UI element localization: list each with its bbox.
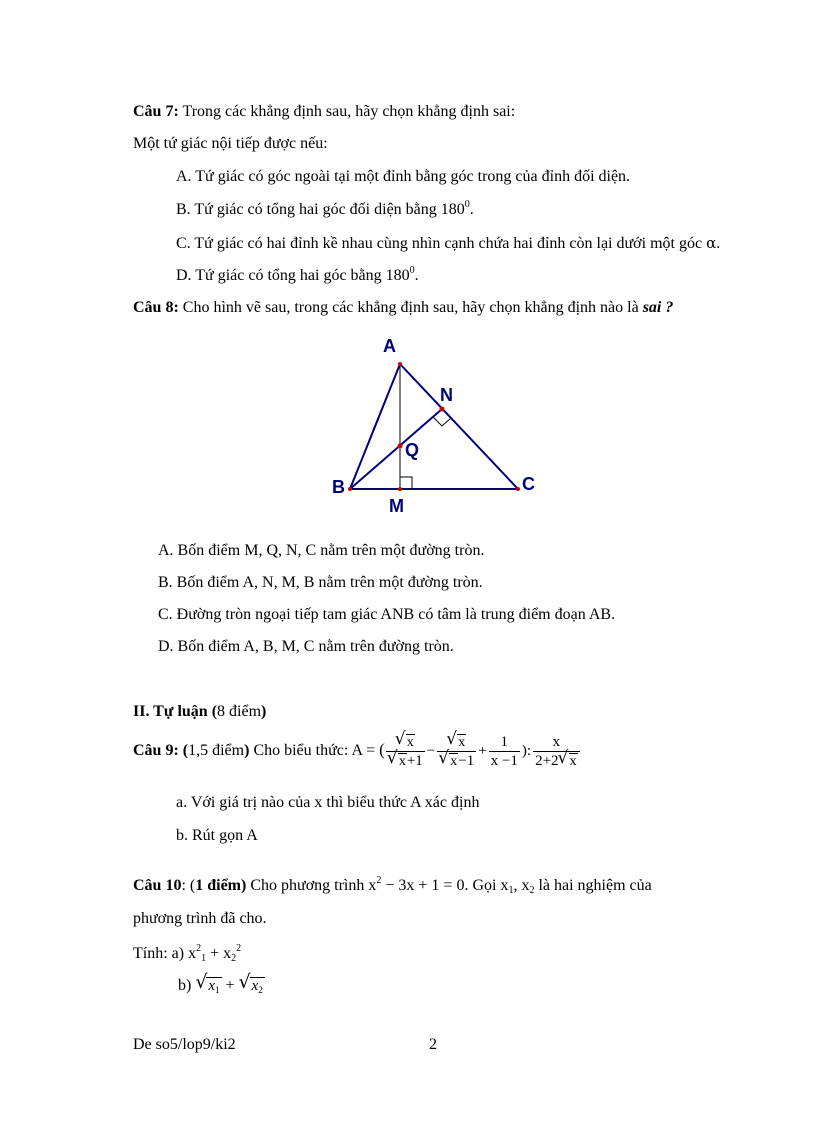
segment-ab [350,364,400,489]
sqrt-x: √ x [447,733,466,751]
q8-option-a: A. Bốn điểm M, Q, N, C nằm trên một đường tròn. [158,542,485,559]
point-n [440,407,445,412]
section-score: 8 điểm [217,703,262,720]
q10-colon: : ( [181,877,196,894]
q10-a-sub1: 1 [201,953,207,964]
plus-sign: + [478,743,487,759]
sqrt-x: √ x [396,733,415,751]
q10-a-sup2: 2 [236,943,242,954]
right-angle-m [400,477,412,489]
q8-question [133,298,673,318]
q10-sub1: 1 [508,885,514,896]
q7-option-b [176,200,474,220]
sqrt-x: √ x [439,752,458,770]
q10-sup: 2 [376,875,382,886]
q7-option-b-period: . [469,201,474,218]
q10-question [133,876,738,896]
fraction-3: $\frac{1}{x -1}$ [490,733,518,769]
q7-intro: Một tứ giác nội tiếp được nếu: [133,135,328,152]
section-score-close: ) [261,703,267,720]
q10-label: Câu 10 [133,877,182,894]
point-b [348,487,352,491]
label-c: C [522,474,535,494]
page-number: 2 [429,1036,437,1053]
q7-option-c-text: C. Tứ giác có hai đỉnh kề nhau cùng nhìn cạnh chứa hai đỉnh còn lại dưới một góc [176,235,707,252]
alpha-symbol: α [706,234,717,252]
sqrt-x1: √ $x_1$ [195,976,221,996]
right-paren-divide: ): [521,743,532,759]
geometry-figure [325,332,555,517]
label-q: Q [405,440,420,460]
q10-text2: − 3x + 1 = 0. Gọi x [381,877,509,894]
q10-sub2: 2 [529,885,535,896]
q10-a-sup1: 2 [196,943,202,954]
sqrt-x: √ x [388,752,407,770]
sqrt-x2: √ $x_2$ [239,976,265,996]
q10-text1: Cho phương trình x [246,877,377,894]
q10-b-label: b) [178,977,196,994]
q10-part-b [178,976,265,996]
left-paren: ( [379,740,385,759]
q8-label: Câu 8: [133,299,179,316]
q8-option-c: C. Đường tròn ngoại tiếp tam giác ANB có tâm là trung điểm đoạn AB. [158,606,616,623]
q9-question [133,732,581,770]
label-b: B [332,477,345,497]
q8-option-d: D. Bốn điểm A, B, M, C nằm trên đường tròn. [158,638,454,655]
q9-part-b: b. Rút gọn A [176,827,258,844]
right-angle-n [433,417,451,426]
q7-label: Câu 7: [133,103,179,120]
section-title [133,702,266,722]
section-title-text: II. Tự luận [133,703,208,720]
q7-option-d-period: . [414,267,419,284]
fraction-1: √ x √ x+1 [386,733,425,770]
q9-label: Câu 9: [133,742,179,759]
q7-option-c-period: . [716,235,721,252]
q8-option-b: B. Bốn điểm A, N, M, B nằm trên một đường tròn. [158,574,483,591]
point-m [398,487,402,491]
q7-option-c [176,233,720,254]
q7-option-b-degree: 0 [464,199,470,210]
q7-option-d-degree: 0 [409,265,415,276]
q9-text: Cho biểu thức: A = [249,742,380,759]
point-c [516,487,520,491]
q10-b-plus: + [221,977,239,994]
q10-tinh: Tính: a) x [133,945,197,962]
label-n: N [440,385,453,405]
q10-comma: , x [513,877,530,894]
minus-sign: − [426,743,436,759]
label-a: A [383,336,396,356]
segment-ac [400,364,518,489]
fraction-2: √ x √ x−1 [437,733,476,770]
q8-emphasis: sai ? [642,299,674,316]
section-score-open: ( [207,703,218,720]
q9-part-a: a. Với giá trị nào của x thì biểu thức A xác định [176,794,480,811]
q10-part-a [133,944,241,964]
label-m: M [389,496,404,516]
q10-line2: phương trình đã cho. [133,910,267,927]
q10-a-plus: + x [206,945,232,962]
q10-text3: là hai nghiệm của [534,877,652,894]
q10-score-close: ) [241,877,247,894]
sqrt-x: √ x [559,752,578,770]
q10-score: 1 điểm [195,877,242,894]
q10-a-sub2: 2 [231,953,237,964]
q7-option-b-text: B. Tứ giác có tổng hai góc đối diện bằng 180 [176,201,465,218]
q8-text: Cho hình vẽ sau, trong các khẳng định sau, hãy chọn khẳng định nào là [178,299,643,316]
segment-bn [350,409,442,489]
q7-question [133,102,515,122]
q7-option-d [176,266,419,286]
point-a [398,362,402,366]
q7-text: Trong các khẳng định sau, hãy chọn khẳng định sai: [178,103,516,120]
q7-option-d-text: D. Tứ giác có tổng hai góc bằng 180 [176,267,410,284]
footer-left: De so5/lop9/ki2 [133,1036,236,1053]
q7-option-a: A. Tứ giác có góc ngoài tại một đỉnh bằng góc trong của đỉnh đối diện. [176,168,631,185]
fraction-4: $\frac{x}{2+2√ x}$ [533,733,579,770]
point-q [398,444,403,449]
q9-score: 1,5 điểm [188,742,245,759]
q9-score-close: ) [244,742,250,759]
q9-score-open: ( [178,742,189,759]
